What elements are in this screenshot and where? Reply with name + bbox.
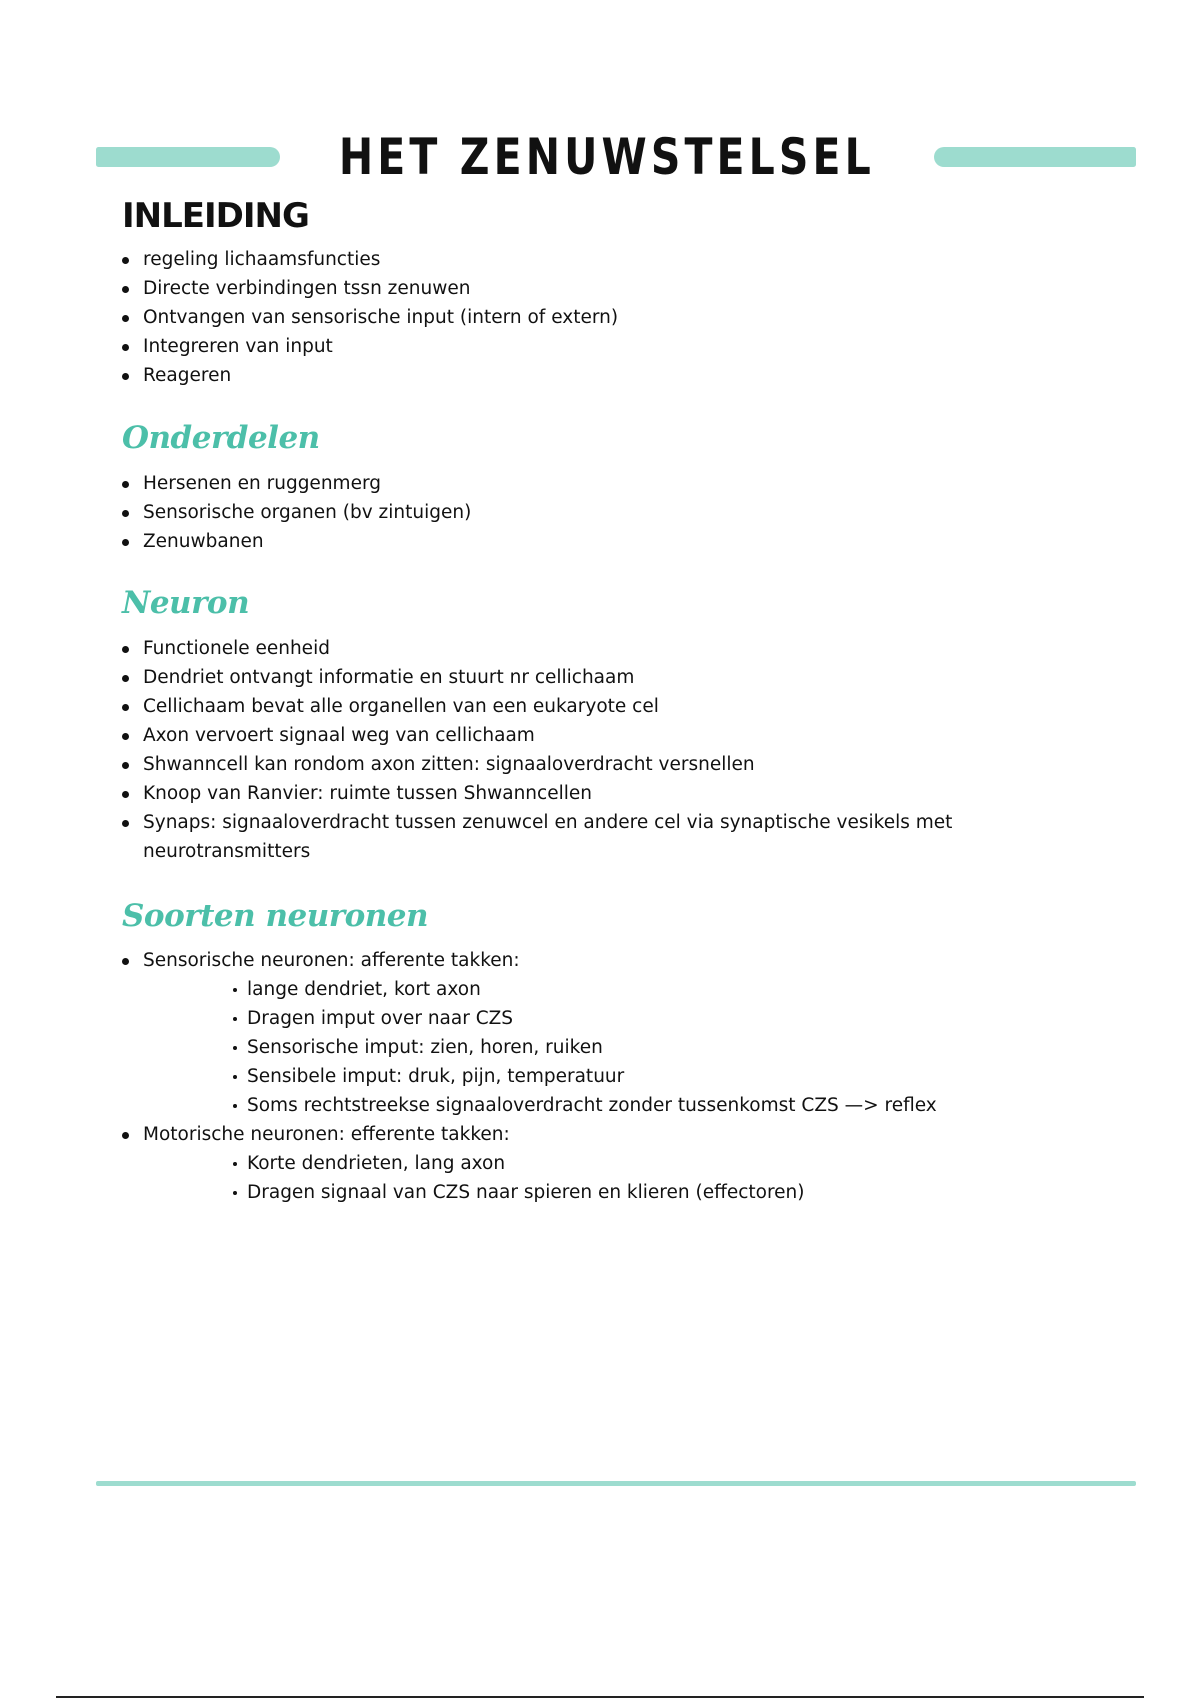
list-item: Knoop van Ranvier: ruimte tussen Shwanncellen	[120, 779, 952, 808]
list-item: regeling lichaamsfuncties	[120, 245, 618, 274]
list-item: Shwanncell kan rondom axon zitten: signaaloverdracht versnellen	[120, 750, 952, 779]
onderdelen-list	[120, 469, 471, 556]
section-heading-inleiding: INLEIDING	[122, 196, 309, 236]
page-title: HET ZENUWSTELSEL	[339, 128, 876, 186]
list-item: Sensorische neuronen: afferente takken: lange dendriet, kort axon Dragen imput over naar CZS Sensorische imput: zien, horen, ruiken Sensibele imput: druk, pijn, temperatuur Soms rechtstreekse signaaloverdracht zonder tussenkomst CZS —> reflex	[120, 946, 937, 1120]
list-item: Sensorische organen (bv zintuigen)	[120, 498, 471, 527]
page-edge-line	[56, 1696, 1144, 1698]
bullet-icon	[122, 286, 129, 293]
bullet-icon	[122, 257, 129, 264]
bullet-icon	[122, 820, 129, 827]
list-item: Cellichaam bevat alle organellen van een eukaryote cel	[120, 692, 952, 721]
list-item: Motorische neuronen: efferente takken: Korte dendrieten, lang axon Dragen signaal van CZS naar spieren en klieren (effectoren)	[120, 1120, 937, 1207]
bullet-icon	[122, 646, 129, 653]
inleiding-list	[120, 245, 618, 390]
sub-bullet-icon	[233, 1075, 237, 1079]
sub-list-item: Korte dendrieten, lang axon	[143, 1149, 937, 1178]
title-decor-bar-right	[934, 147, 1136, 167]
sub-list-item: lange dendriet, kort axon	[143, 975, 937, 1004]
bullet-icon	[122, 733, 129, 740]
bullet-icon	[122, 762, 129, 769]
sub-bullet-icon	[233, 1104, 237, 1108]
sub-bullet-icon	[233, 1162, 237, 1166]
bullet-icon	[122, 481, 129, 488]
soorten-list	[120, 946, 937, 1207]
bullet-icon	[122, 344, 129, 351]
section-heading-onderdelen: Onderdelen	[122, 420, 320, 456]
sub-bullet-icon	[233, 1046, 237, 1050]
list-item: Dendriet ontvangt informatie en stuurt nr cellichaam	[120, 663, 952, 692]
list-item: Reageren	[120, 361, 618, 390]
list-item: Functionele eenheid	[120, 634, 952, 663]
bullet-icon	[122, 675, 129, 682]
bullet-icon	[122, 373, 129, 380]
bullet-icon	[122, 704, 129, 711]
sensorische-sublist	[143, 975, 937, 1120]
list-item: Ontvangen van sensorische input (intern of extern)	[120, 303, 618, 332]
list-item: Synaps: signaaloverdracht tussen zenuwcel en andere cel via synaptische vesikels met neurotransmitters	[120, 808, 952, 866]
bottom-divider	[96, 1481, 1136, 1486]
title-banner	[96, 122, 1136, 192]
section-heading-soorten-neuronen: Soorten neuronen	[122, 898, 429, 934]
list-item: Directe verbindingen tssn zenuwen	[120, 274, 618, 303]
bullet-icon	[122, 958, 129, 965]
sub-bullet-icon	[233, 1017, 237, 1021]
bullet-icon	[122, 510, 129, 517]
sub-list-item: Sensibele imput: druk, pijn, temperatuur	[143, 1062, 937, 1091]
sub-list-item: Dragen signaal van CZS naar spieren en klieren (effectoren)	[143, 1178, 937, 1207]
list-item: Axon vervoert signaal weg van cellichaam	[120, 721, 952, 750]
list-item: Integreren van input	[120, 332, 618, 361]
neuron-list	[120, 634, 952, 866]
bullet-icon	[122, 1132, 129, 1139]
motorische-sublist	[143, 1149, 937, 1207]
sub-list-item: Dragen imput over naar CZS	[143, 1004, 937, 1033]
sub-list-item: Soms rechtstreekse signaaloverdracht zonder tussenkomst CZS —> reflex	[143, 1091, 937, 1120]
title-decor-bar-left	[96, 147, 280, 167]
section-heading-neuron: Neuron	[122, 585, 250, 621]
sub-bullet-icon	[233, 1191, 237, 1195]
bullet-icon	[122, 539, 129, 546]
sub-list-item: Sensorische imput: zien, horen, ruiken	[143, 1033, 937, 1062]
list-item: Hersenen en ruggenmerg	[120, 469, 471, 498]
list-item: Zenuwbanen	[120, 527, 471, 556]
sub-bullet-icon	[233, 988, 237, 992]
bullet-icon	[122, 791, 129, 798]
bullet-icon	[122, 315, 129, 322]
